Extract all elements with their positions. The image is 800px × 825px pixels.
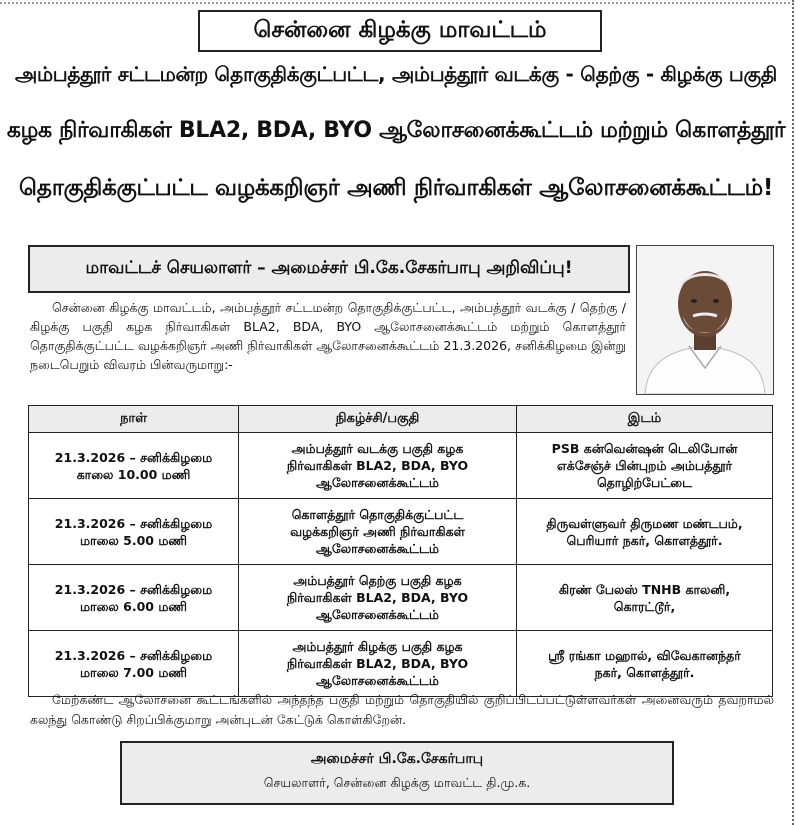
venue-cell <box>517 565 773 631</box>
top-dotted-rule <box>0 2 790 4</box>
event-line: கொளத்தூர் தொகுதிக்குட்பட்ட <box>291 507 464 522</box>
portrait-photo-icon <box>637 246 773 394</box>
intro-paragraph <box>30 298 626 374</box>
event-line: நிர்வாகிகள் BLA2, BDA, BYO <box>286 590 469 605</box>
venue-line: PSB கன்வென்ஷன் டெலிபோன் <box>551 441 738 456</box>
closing-text: மேற்கண்ட ஆலோசனை கூட்டங்களில் அந்தந்த பகுதி மற்றும் தொகுதியில் குறிப்பிடப்பட்டுள்ளவர்கள் அனைவரும் தவறாமல் கலந்து கொண்டு சிறப்பிக்குமாறு அன்புடன் கேட்டுக் கொள்கிறேன். <box>30 692 774 727</box>
venue-line: கொரட்டூர், <box>613 598 676 614</box>
signatory-designation: செயலாளர், சென்னை கிழக்கு மாவட்ட தி.மு.க. <box>263 775 531 790</box>
table-row <box>29 433 773 499</box>
venue-line: நகர், கொளத்தூர். <box>594 664 695 680</box>
event-line: வழக்கறிஞர் அணி நிர்வாகிகள் <box>290 524 465 539</box>
time-text: மாலை 7.00 மணி <box>80 664 187 680</box>
table-header-row <box>29 406 773 433</box>
table-row <box>29 631 773 697</box>
venue-line: எக்சேஞ்ச் பின்புறம் அம்பத்தூர் <box>556 458 733 473</box>
table-row <box>29 499 773 565</box>
announcement-subtitle: மாவட்டச் செயலாளர் – அமைச்சர் பி.கே.சேகர்பாபு அறிவிப்பு! <box>28 245 630 293</box>
table-row <box>29 565 773 631</box>
header-venue: இடம் <box>517 406 773 433</box>
date-cell <box>29 499 239 565</box>
date-text: 21.3.2026 – சனிக்கிழமை <box>54 647 213 663</box>
schedule-table <box>28 405 773 697</box>
date-cell <box>29 631 239 697</box>
header-date: நாள் <box>29 406 239 433</box>
header-event: நிகழ்ச்சி/பகுதி <box>239 406 517 433</box>
headline-line-3: தொகுதிக்குட்பட்ட வழக்கறிஞர் அணி நிர்வாகிகள் ஆலோசனைக்கூட்டம்! <box>18 175 774 201</box>
time-text: காலை 10.00 மணி <box>76 466 191 482</box>
date-cell <box>29 565 239 631</box>
event-cell <box>239 433 517 499</box>
date-cell <box>29 433 239 499</box>
event-cell <box>239 499 517 565</box>
date-text: 21.3.2026 – சனிக்கிழமை <box>54 515 213 531</box>
event-line: ஆலோசனைக்கூட்டம் <box>316 607 439 622</box>
venue-line: ஸ்ரீ ரங்கா மஹால், விவேகானந்தர் <box>548 647 741 663</box>
event-line: நிர்வாகிகள் BLA2, BDA, BYO <box>286 656 469 671</box>
date-text: 21.3.2026 – சனிக்கிழமை <box>54 581 213 597</box>
event-line: ஆலோசனைக்கூட்டம் <box>316 475 439 490</box>
date-text: 21.3.2026 – சனிக்கிழமை <box>54 449 213 465</box>
event-line: அம்பத்தூர் கிழக்கு பகுதி கழக <box>292 639 463 654</box>
district-title: சென்னை கிழக்கு மாவட்டம் <box>198 10 602 52</box>
portrait-photo <box>636 245 774 395</box>
headline-line-2: கழக நிர்வாகிகள் BLA2, BDA, BYO ஆலோசனைக்கூட்டம் மற்றும் கொளத்தூர் <box>6 118 786 143</box>
time-text: மாலை 6.00 மணி <box>80 598 187 614</box>
venue-line: திருவள்ளுவர் திருமண மண்டபம், <box>546 515 743 531</box>
column-dotted-rule <box>792 0 794 825</box>
time-text: மாலை 5.00 மணி <box>80 532 187 548</box>
event-line: அம்பத்தூர் வடக்கு பகுதி கழக <box>291 441 464 456</box>
venue-line: கிரண் பேலஸ் TNHB காலனி, <box>558 581 731 597</box>
closing-paragraph <box>30 690 774 730</box>
event-line: ஆலோசனைக்கூட்டம் <box>316 673 439 688</box>
venue-cell <box>517 631 773 697</box>
event-line: ஆலோசனைக்கூட்டம் <box>316 541 439 556</box>
headline-line-1: அம்பத்தூர் சட்டமன்ற தொகுதிக்குட்பட்ட, அம்பத்தூர் வடக்கு - தெற்கு - கிழக்கு பகுதி <box>15 62 777 86</box>
signature-block <box>120 741 674 805</box>
intro-text: சென்னை கிழக்கு மாவட்டம், அம்பத்தூர் சட்டமன்ற தொகுதிக்குட்பட்ட, அம்பத்தூர் வடக்கு / தெற்கு / கிழக்கு பகுதி கழக நிர்வாகிகள் BLA2, BDA, BYO ஆலோசனைக்கூட்டம் மற்றும் கொளத்தூர் தொகுதிக்குட்பட்ட வழக்கறிஞர் அணி நிர்வாகிகள் ஆலோசனைக்கூட்டம் 21.3.2026, சனிக்கிழமை இன்று நடைபெறும் விவரம் பின்வருமாறு:- <box>30 300 626 372</box>
event-line: அம்பத்தூர் தெற்கு பகுதி கழக <box>293 573 462 588</box>
event-cell <box>239 565 517 631</box>
event-cell <box>239 631 517 697</box>
signatory-name: அமைச்சர் பி.கே.சேகர்பாபு <box>310 751 484 767</box>
venue-cell <box>517 499 773 565</box>
venue-cell <box>517 433 773 499</box>
event-line: நிர்வாகிகள் BLA2, BDA, BYO <box>286 458 469 473</box>
venue-line: தொழிற்பேட்டை <box>596 475 693 490</box>
venue-line: பெரியார் நகர், கொளத்தூர். <box>566 532 723 548</box>
